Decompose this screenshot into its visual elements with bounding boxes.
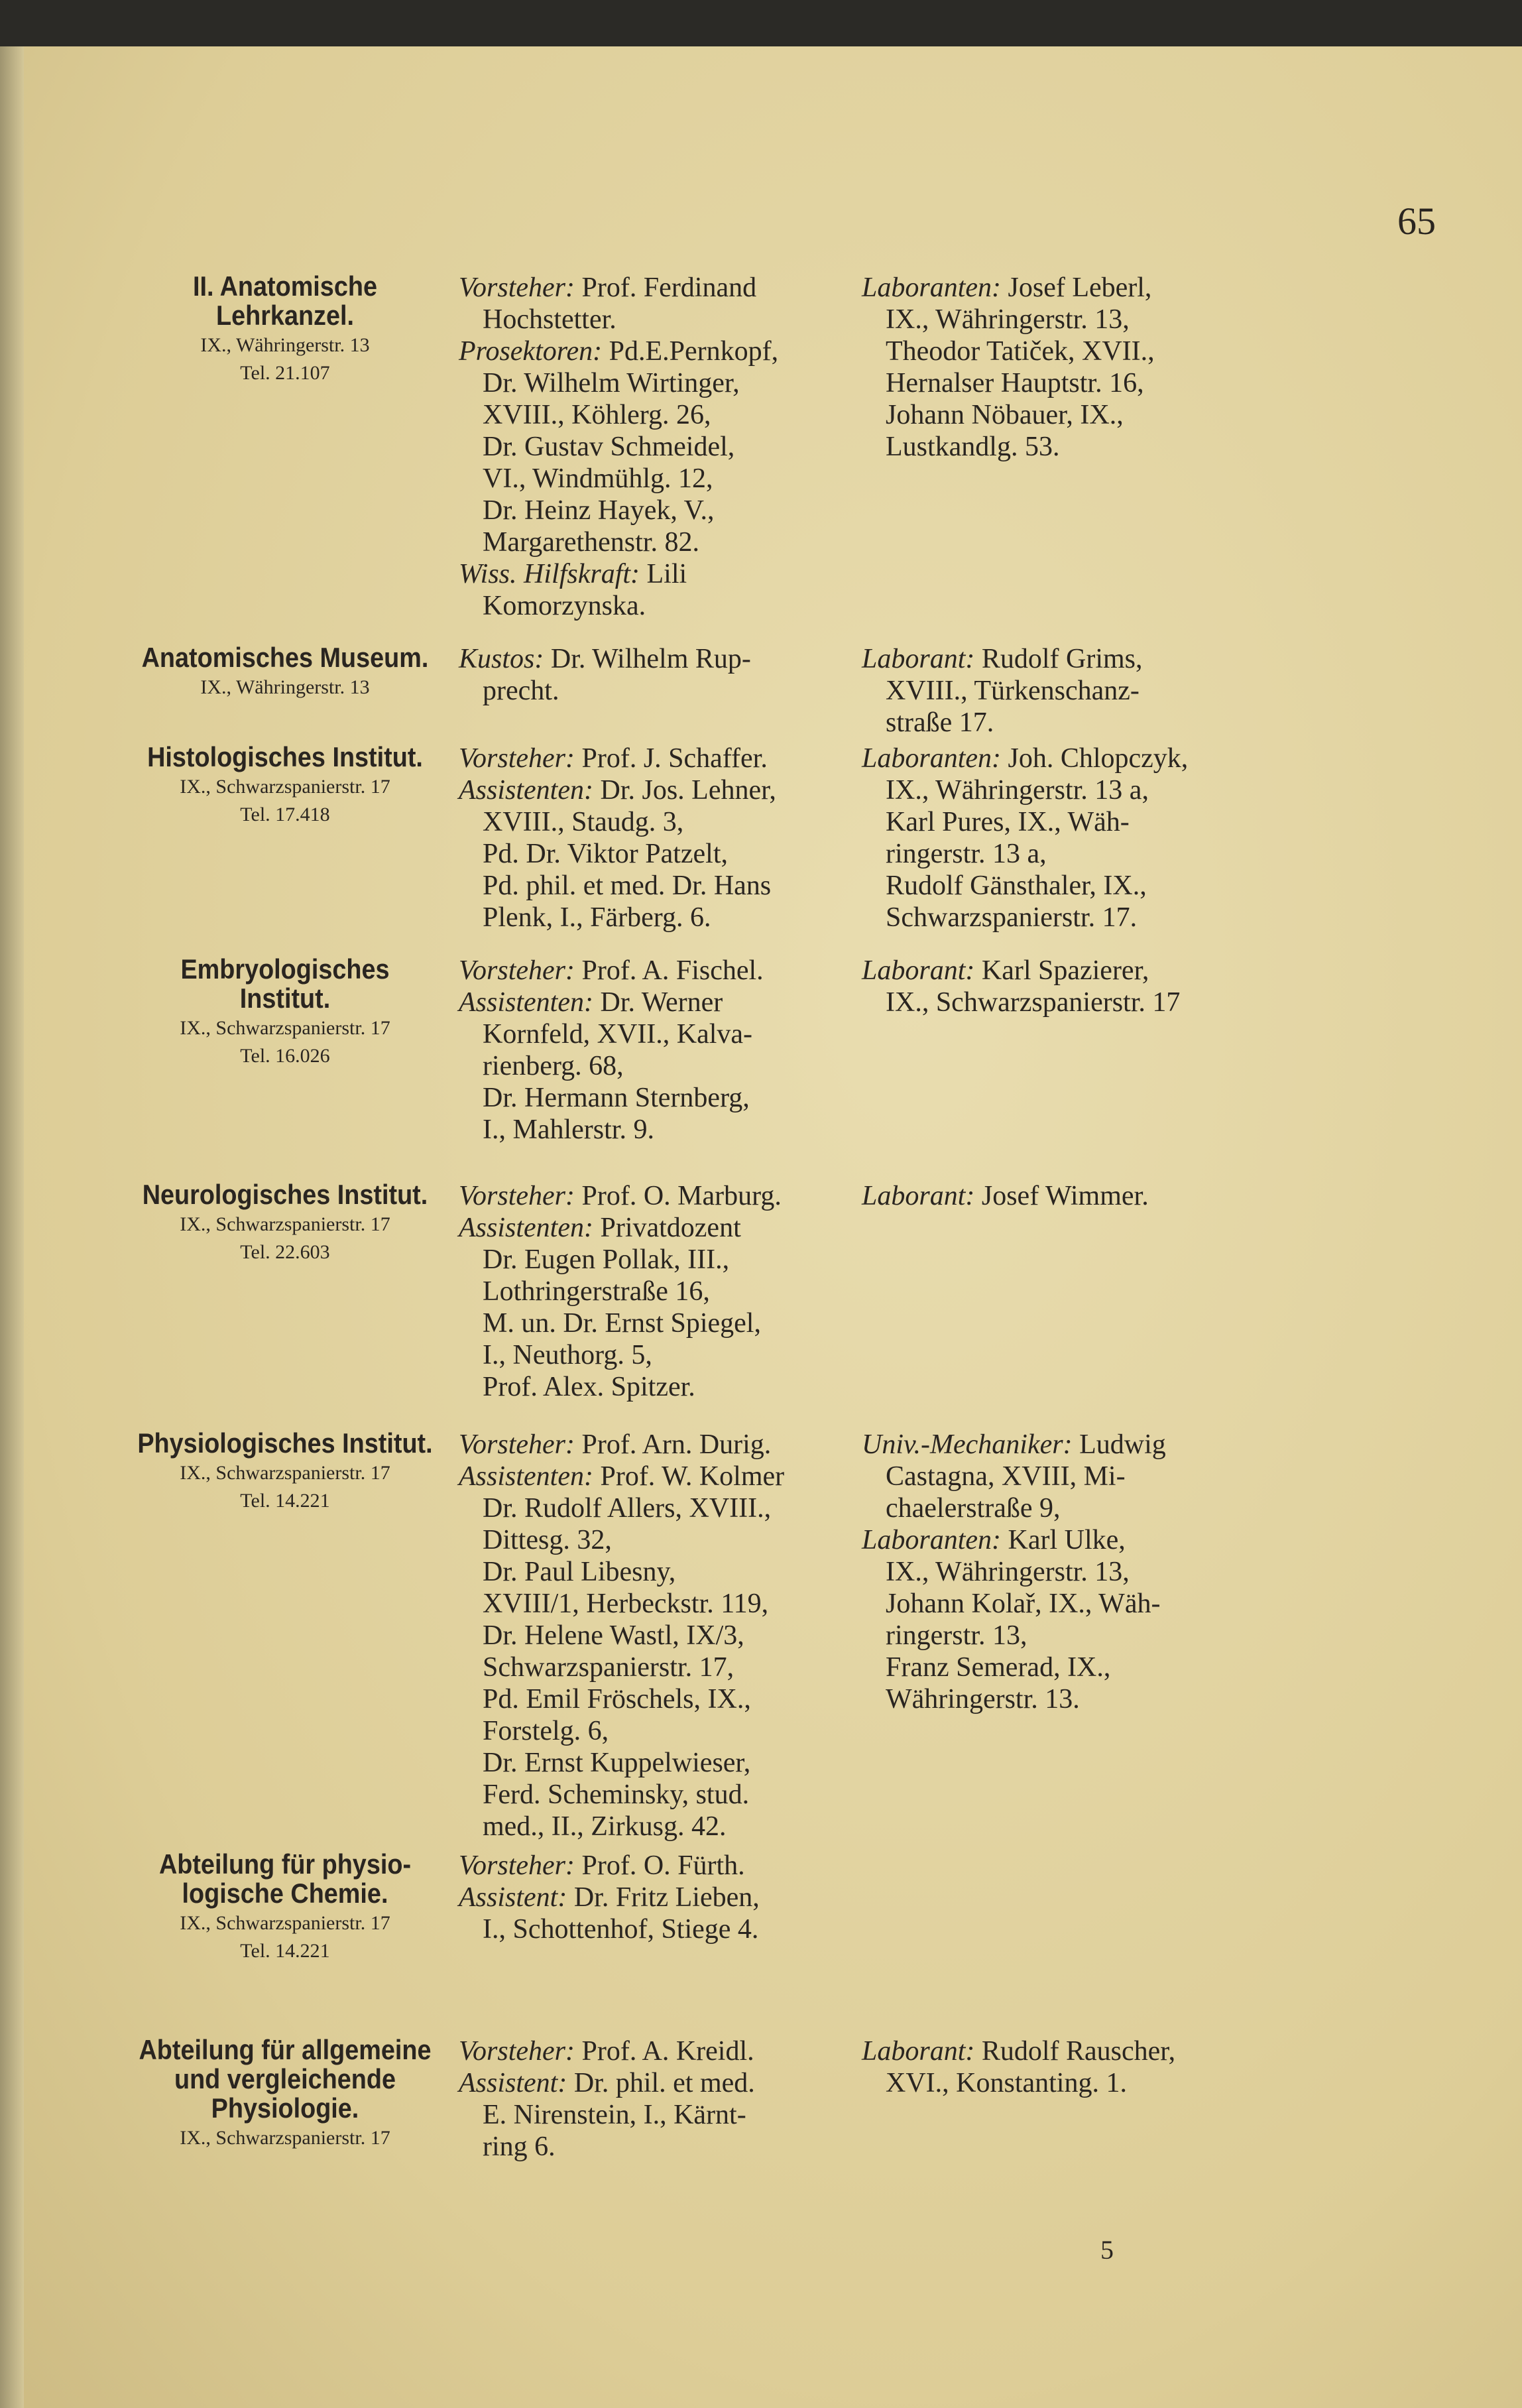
entry-text: Dr. Ernst Kuppelwieser, <box>483 1748 751 1778</box>
role-label: Vorsteher: <box>459 955 575 986</box>
staff-line <box>459 399 830 431</box>
staff-line <box>459 495 830 526</box>
staff-line <box>459 1050 830 1082</box>
institute-name: Abteilung für physio- <box>158 1848 412 1880</box>
laboratory-column <box>862 1180 1246 1212</box>
entry-text: chaelerstraße 9, <box>886 1493 1061 1524</box>
entry-text: Margarethenstr. 82. <box>483 527 699 558</box>
staff-line <box>459 902 830 933</box>
role-label: Laborant: <box>862 2036 975 2067</box>
institute-address: Tel. 14.221 <box>240 1940 330 1962</box>
lab-line <box>862 335 1246 367</box>
institute-name: Histologisches Institut. <box>147 741 423 772</box>
laboratory-column <box>862 1429 1246 1715</box>
entry-text: Prof. O. Fürth. <box>581 1850 745 1881</box>
institute-name: Embryologisches <box>180 953 390 985</box>
entry-text: Plenk, I., Färberg. 6. <box>483 902 711 933</box>
role-label: Laboranten: <box>862 743 1001 774</box>
role-label: Prosektoren: <box>459 336 603 367</box>
institute-name: Institut. <box>239 983 331 1014</box>
staff-line <box>459 1524 830 1556</box>
entry-text: Dr. phil. et med. <box>573 2068 755 2098</box>
staff-line <box>459 1307 830 1339</box>
lab-line <box>862 838 1246 870</box>
staff-line <box>459 1850 830 1882</box>
role-label: Vorsteher: <box>459 743 575 774</box>
institute-column <box>119 1429 451 1514</box>
lab-line <box>862 1524 1246 1556</box>
institute-address: IX., Schwarzspanierstr. 17 <box>180 1213 390 1235</box>
entry-text: Privatdozent <box>600 1213 741 1243</box>
lab-line <box>862 1429 1246 1461</box>
lab-line <box>862 2035 1246 2067</box>
entry-text: Dittesg. 32, <box>483 1525 612 1555</box>
role-label: Laboranten: <box>862 272 1001 303</box>
entry-text: E. Nirenstein, I., Kärnt- <box>483 2100 746 2130</box>
staff-line <box>459 987 830 1018</box>
staff-line <box>459 1276 830 1307</box>
institute-name: II. Anatomische <box>193 271 377 302</box>
staff-line <box>459 2067 830 2099</box>
role-label: Laborant: <box>862 644 975 674</box>
staff-line <box>459 1492 830 1524</box>
staff-line <box>459 955 830 987</box>
entry-text: ring 6. <box>483 2132 556 2162</box>
staff-column <box>459 1180 830 1403</box>
institute-name: Physiologisches Institut. <box>137 1427 433 1459</box>
entry-text: Prof. Arn. Durig. <box>581 1429 772 1460</box>
role-label: Wiss. Hilfskraft: <box>459 559 640 589</box>
lab-line <box>862 2067 1246 2099</box>
lab-line <box>862 367 1246 399</box>
staff-line <box>459 463 830 495</box>
staff-line <box>459 1811 830 1842</box>
institute-address: Tel. 14.221 <box>240 1490 330 1512</box>
lab-line <box>862 304 1246 335</box>
role-label: Vorsteher: <box>459 1850 575 1881</box>
entry-text: Dr. Jos. Lehner, <box>600 775 776 806</box>
entry-text: Josef Leberl, <box>1008 272 1152 303</box>
entry-text: Dr. Eugen Pollak, III., <box>483 1244 730 1275</box>
institute-address: IX., Währingerstr. 13 <box>200 676 370 698</box>
staff-line <box>459 304 830 335</box>
entry-text: Karl Pures, IX., Wäh- <box>886 807 1130 837</box>
entry-text: Theodor Tatiček, XVII., <box>886 336 1155 367</box>
entry-text: Rudolf Grims, <box>981 644 1143 674</box>
entry-text: Lili <box>646 559 687 589</box>
lab-line <box>862 987 1246 1018</box>
institute-address: IX., Schwarzspanierstr. 17 <box>180 776 390 798</box>
staff-line <box>459 1652 830 1683</box>
staff-column <box>459 643 830 707</box>
institute-address: IX., Schwarzspanierstr. 17 <box>180 1462 390 1484</box>
entry-text: Dr. Rudolf Allers, XVIII., <box>483 1493 772 1524</box>
staff-line <box>459 1882 830 1913</box>
lab-line <box>862 870 1246 902</box>
role-label: Vorsteher: <box>459 2036 575 2067</box>
entry-text: Schwarzspanierstr. 17. <box>886 902 1138 933</box>
staff-line <box>459 675 830 707</box>
staff-line <box>459 1620 830 1652</box>
staff-column <box>459 1850 830 1945</box>
entry-text: Dr. Paul Libesny, <box>483 1557 676 1587</box>
entry-text: Joh. Chlopczyk, <box>1008 743 1189 774</box>
institute-column <box>119 272 451 386</box>
entry-text: Karl Ulke, <box>1008 1525 1126 1555</box>
institute-address: Tel. 22.603 <box>240 1241 330 1263</box>
staff-line <box>459 1180 830 1212</box>
role-label: Assistenten: <box>459 775 593 806</box>
lab-line <box>862 431 1246 463</box>
entry-text: Prof. W. Kolmer <box>600 1461 785 1492</box>
institute-column <box>119 1180 451 1265</box>
page-edge <box>0 46 24 2408</box>
entry-text: I., Mahlerstr. 9. <box>483 1114 654 1145</box>
entry-text: M. un. Dr. Ernst Spiegel, <box>483 1308 761 1339</box>
institute-name: Anatomisches Museum. <box>141 642 429 673</box>
entry-text: med., II., Zirkusg. 42. <box>483 1811 727 1842</box>
institute-column <box>119 955 451 1069</box>
entry-text: I., Schottenhof, Stiege 4. <box>483 1914 759 1945</box>
staff-column <box>459 955 830 1146</box>
staff-line <box>459 1715 830 1747</box>
lab-line <box>862 743 1246 774</box>
entry-text: XVIII/1, Herbeckstr. 119, <box>483 1589 769 1619</box>
entry-text: IX., Währingerstr. 13 a, <box>886 775 1149 806</box>
entry-text: Rudolf Gänsthaler, IX., <box>886 871 1147 901</box>
institute-name: Lehrkanzel. <box>216 300 354 331</box>
entry-text: ringerstr. 13, <box>886 1620 1027 1651</box>
lab-line <box>862 1652 1246 1683</box>
laboratory-column <box>862 743 1246 933</box>
staff-line <box>459 1371 830 1403</box>
entry-text: Hernalser Hauptstr. 16, <box>886 368 1144 398</box>
institute-address: Tel. 21.107 <box>240 362 330 384</box>
lab-line <box>862 1620 1246 1652</box>
staff-line <box>459 1082 830 1114</box>
institute-address: IX., Schwarzspanierstr. 17 <box>180 1017 390 1039</box>
lab-line <box>862 272 1246 304</box>
role-label: Assistenten: <box>459 1461 593 1492</box>
book-page <box>0 46 1522 2408</box>
entry-text: Lustkandlg. 53. <box>886 432 1060 462</box>
staff-line <box>459 526 830 558</box>
lab-line <box>862 1180 1246 1212</box>
entry-text: Währingerstr. 13. <box>886 1684 1080 1715</box>
institute-column <box>119 1850 451 1964</box>
role-label: Assistent: <box>459 1882 567 1913</box>
role-label: Vorsteher: <box>459 1429 575 1460</box>
lab-line <box>862 806 1246 838</box>
entry-text: Prof. Ferdinand <box>581 272 757 303</box>
staff-column <box>459 272 830 622</box>
entry-text: XVIII., Köhlerg. 26, <box>483 400 711 430</box>
role-label: Laborant: <box>862 1181 975 1211</box>
institute-name: Neurologisches Institut. <box>142 1179 428 1210</box>
staff-line <box>459 1556 830 1588</box>
lab-line <box>862 955 1246 987</box>
entry-text: Ferd. Scheminsky, stud. <box>483 1779 750 1810</box>
institute-name: logische Chemie. <box>182 1878 388 1909</box>
entry-text: Karl Spazierer, <box>981 955 1149 986</box>
entry-text: Castagna, XVIII, Mi- <box>886 1461 1126 1492</box>
entry-text: XVIII., Staudg. 3, <box>483 807 684 837</box>
lab-line <box>862 774 1246 806</box>
staff-line <box>459 1747 830 1779</box>
lab-line <box>862 399 1246 431</box>
entry-text: Ludwig <box>1079 1429 1166 1460</box>
entry-text: Kornfeld, XVII., Kalva- <box>483 1019 753 1050</box>
entry-text: Rudolf Rauscher, <box>981 2036 1176 2067</box>
entry-text: rienberg. 68, <box>483 1051 624 1081</box>
staff-line <box>459 2035 830 2067</box>
entry-text: IX., Schwarzspanierstr. 17 <box>886 987 1181 1018</box>
entry-text: Johann Kolař, IX., Wäh- <box>886 1589 1161 1619</box>
staff-line <box>459 1683 830 1715</box>
entry-text: Pd. phil. et med. Dr. Hans <box>483 871 772 901</box>
entry-text: straße 17. <box>886 707 994 738</box>
staff-line <box>459 1114 830 1146</box>
entry-text: Komorzynska. <box>483 591 646 621</box>
entry-text: Dr. Heinz Hayek, V., <box>483 495 715 526</box>
institute-name: und vergleichende <box>174 2063 396 2094</box>
institute-name: Abteilung für allgemeine <box>139 2034 432 2065</box>
lab-line <box>862 1492 1246 1524</box>
staff-line <box>459 774 830 806</box>
entry-text: precht. <box>483 676 559 706</box>
institute-column <box>119 643 451 700</box>
staff-line <box>459 1461 830 1492</box>
institute-address: Tel. 16.026 <box>240 1045 330 1067</box>
entry-text: I., Neuthorg. 5, <box>483 1340 652 1370</box>
entry-text: Dr. Hermann Sternberg, <box>483 1083 750 1113</box>
staff-line <box>459 1588 830 1620</box>
institute-column <box>119 2035 451 2151</box>
staff-line <box>459 1339 830 1371</box>
entry-text: Pd. Dr. Viktor Patzelt, <box>483 839 729 869</box>
entry-text: Dr. Gustav Schmeidel, <box>483 432 735 462</box>
entry-text: IX., Währingerstr. 13, <box>886 1557 1130 1587</box>
staff-line <box>459 870 830 902</box>
staff-line <box>459 558 830 590</box>
laboratory-column <box>862 2035 1246 2099</box>
staff-column <box>459 2035 830 2163</box>
institute-address: IX., Währingerstr. 13 <box>200 334 370 356</box>
staff-line <box>459 1913 830 1945</box>
entry-text: Lothringerstraße 16, <box>483 1276 710 1307</box>
laboratory-column <box>862 643 1246 739</box>
entry-text: Prof. Alex. Spitzer. <box>483 1372 695 1402</box>
role-label: Univ.-Mechaniker: <box>862 1429 1073 1460</box>
entry-text: ringerstr. 13 a, <box>886 839 1047 869</box>
staff-column <box>459 743 830 933</box>
staff-line <box>459 2099 830 2131</box>
staff-line <box>459 272 830 304</box>
entry-text: Schwarzspanierstr. 17, <box>483 1652 734 1683</box>
entry-text: Dr. Werner <box>600 987 723 1018</box>
staff-line <box>459 1429 830 1461</box>
role-label: Laboranten: <box>862 1525 1001 1555</box>
entry-text: Dr. Fritz Lieben, <box>573 1882 760 1913</box>
laboratory-column <box>862 272 1246 463</box>
entry-text: Dr. Wilhelm Wirtinger, <box>483 368 740 398</box>
entry-text: Pd.E.Pernkopf, <box>609 336 779 367</box>
staff-line <box>459 1212 830 1244</box>
staff-line <box>459 806 830 838</box>
role-label: Assistenten: <box>459 1213 593 1243</box>
entry-text: Forstelg. 6, <box>483 1716 609 1746</box>
staff-line <box>459 643 830 675</box>
entry-text: Dr. Helene Wastl, IX/3, <box>483 1620 744 1651</box>
lab-line <box>862 675 1246 707</box>
role-label: Vorsteher: <box>459 272 575 303</box>
lab-line <box>862 643 1246 675</box>
staff-line <box>459 335 830 367</box>
staff-line <box>459 2131 830 2163</box>
lab-line <box>862 902 1246 933</box>
entry-text: IX., Währingerstr. 13, <box>886 304 1130 335</box>
role-label: Kustos: <box>459 644 544 674</box>
sheet-number: 5 <box>1100 2235 1114 2265</box>
staff-line <box>459 1244 830 1276</box>
staff-line <box>459 590 830 622</box>
staff-line <box>459 367 830 399</box>
staff-line <box>459 431 830 463</box>
entry-text: VI., Windmühlg. 12, <box>483 463 713 494</box>
staff-column <box>459 1429 830 1842</box>
entry-text: Dr. Wilhelm Rup- <box>550 644 751 674</box>
lab-line <box>862 1588 1246 1620</box>
entry-text: Prof. O. Marburg. <box>581 1181 782 1211</box>
entry-text: Hochstetter. <box>483 304 616 335</box>
entry-text: Prof. A. Kreidl. <box>581 2036 754 2067</box>
institute-address: IX., Schwarzspanierstr. 17 <box>180 1912 390 1934</box>
staff-line <box>459 1779 830 1811</box>
institute-address: IX., Schwarzspanierstr. 17 <box>180 2127 390 2149</box>
entry-text: Franz Semerad, IX., <box>886 1652 1111 1683</box>
staff-line <box>459 1018 830 1050</box>
lab-line <box>862 1556 1246 1588</box>
entry-text: Pd. Emil Fröschels, IX., <box>483 1684 751 1715</box>
page-number: 65 <box>1397 200 1436 243</box>
staff-line <box>459 838 830 870</box>
entry-text: Josef Wimmer. <box>981 1181 1149 1211</box>
institute-name: Physiologie. <box>211 2092 359 2124</box>
role-label: Assistenten: <box>459 987 593 1018</box>
staff-line <box>459 743 830 774</box>
lab-line <box>862 707 1246 739</box>
lab-line <box>862 1461 1246 1492</box>
role-label: Assistent: <box>459 2068 567 2098</box>
entry-text: Johann Nöbauer, IX., <box>886 400 1124 430</box>
entry-text: XVIII., Türkenschanz- <box>886 676 1140 706</box>
entry-text: Prof. J. Schaffer. <box>581 743 768 774</box>
entry-text: XVI., Konstanting. 1. <box>886 2068 1127 2098</box>
institute-address: Tel. 17.418 <box>240 804 330 825</box>
lab-line <box>862 1683 1246 1715</box>
role-label: Vorsteher: <box>459 1181 575 1211</box>
entry-text: Prof. A. Fischel. <box>581 955 764 986</box>
laboratory-column <box>862 955 1246 1018</box>
role-label: Laborant: <box>862 955 975 986</box>
institute-column <box>119 743 451 827</box>
